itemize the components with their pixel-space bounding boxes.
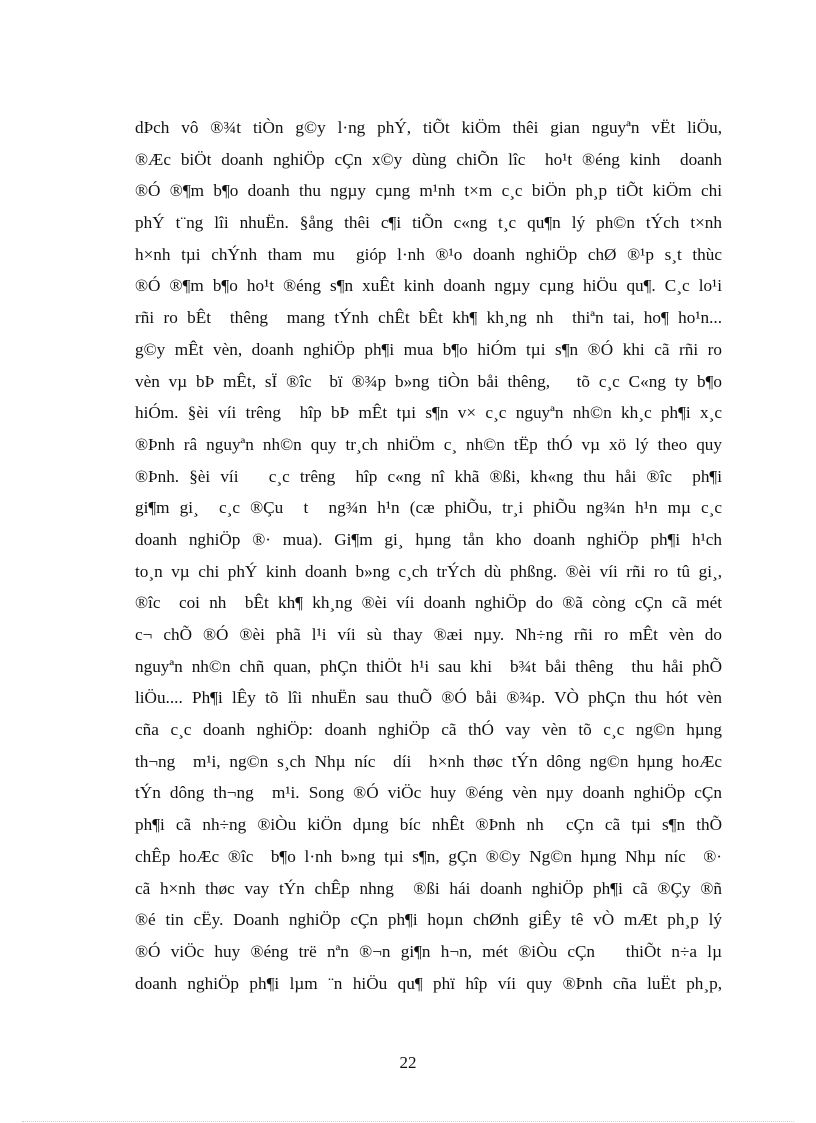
paragraph-line: h×nh tµi chÝnh tham mu gióp l·nh ®¹o doanh nghiÖp chØ ®¹p s¸t thùc xyxy=(135,244,722,264)
paragraph-line: liÖu.... Ph¶i lÊy tõ lîi nhuËn sau thuÕ ®Ó båi ®¾p. VÒ phÇn thu hót vèn xyxy=(135,688,722,708)
paragraph-line: nguyªn nh©n chñ quan, phÇn thiÖt h¹i sau khi b¾t båi thêng thu håi phÕ xyxy=(135,656,722,676)
paragraph-line: th¬ng m¹i, ng©n s¸ch Nhµ níc díi h×nh thøc tÝn dông ng©n hµng hoÆc xyxy=(135,751,722,771)
paragraph-line: ®Ó ®¶m b¶o ho¹t ®éng s¶n xuÊt kinh doanh ngµy cµng hiÖu qu¶. C¸c lo¹i xyxy=(135,276,722,296)
paragraph-line: g©y mÊt vèn, doanh nghiÖp ph¶i mua b¶o hiÓm tµi s¶n ®Ó khi cã rñi ro xyxy=(135,339,722,359)
paragraph-line: phÝ t¨ng lîi nhuËn. §ång thêi c¶i tiÕn c«ng t¸c qu¶n lý ph©n tÝch t×nh xyxy=(135,213,722,233)
paragraph-line: cña c¸c doanh nghiÖp: doanh nghiÖp cã thÓ vay vèn tõ c¸c ng©n hµng xyxy=(135,720,722,740)
paragraph-line: to¸n vµ chi phÝ kinh doanh b»ng c¸ch trÝch dù phßng. ®èi víi rñi ro tû gi¸, xyxy=(135,561,722,581)
paragraph-line: c¬ chÕ ®Ó ®èi phã l¹i víi sù thay ®æi nµy. Nh÷ng rñi ro mÊt vèn do xyxy=(135,625,722,644)
paragraph-line: rñi ro bÊt thêng mang tÝnh chÊt bÊt kh¶ kh¸ng nh thiªn tai, ho¶ ho¹n... xyxy=(135,308,722,328)
paragraph-line: ®Ó viÖc huy ®éng trë nªn ®¬n gi¶n h¬n, mét ®iÒu cÇn thiÕt n÷a lµ xyxy=(135,941,722,961)
paragraph-line: ®Ó ®¶m b¶o doanh thu ngµy cµng m¹nh t×m c¸c biÖn ph¸p tiÕt kiÖm chi xyxy=(135,181,722,201)
paragraph-line: hiÓm. §èi víi trêng hîp bÞ mÊt tµi s¶n v× c¸c nguyªn nh©n kh¸c ph¶i x¸c xyxy=(135,403,722,423)
paragraph-line: vèn vµ bÞ mÊt, sÏ ®îc bï ®¾p b»ng tiÒn båi thêng, tõ c¸c C«ng ty b¶o xyxy=(135,371,722,391)
paragraph-line: ®Æc biÖt doanh nghiÖp cÇn x©y dùng chiÕn lîc ho¹t ®éng kinh doanh xyxy=(135,149,722,169)
page-bottom-divider xyxy=(22,1121,794,1122)
paragraph-line: ®Þnh. §èi víi c¸c trêng hîp c«ng nî khã ®ßi, kh«ng thu håi ®îc ph¶i xyxy=(135,466,722,486)
paragraph-line: ph¶i cã nh÷ng ®iÒu kiÖn dµng bíc nhÊt ®Þnh nh cÇn cã tµi s¶n thÕ xyxy=(135,815,722,835)
paragraph-line: cã h×nh thøc vay tÝn chÊp nhng ®ßi hái doanh nghiÖp ph¶i cã ®Çy ®ñ xyxy=(135,878,722,898)
paragraph-line: tÝn dông th¬ng m¹i. Song ®Ó viÖc huy ®éng vèn nµy doanh nghiÖp cÇn xyxy=(135,783,722,803)
paragraph-line: doanh nghiÖp ®· mua). Gi¶m gi¸ hµng tån kho doanh nghiÖp ph¶i h¹ch xyxy=(135,529,722,549)
paragraph-line: ®îc coi nh bÊt kh¶ kh¸ng ®èi víi doanh nghiÖp do ®ã còng cÇn cã mét xyxy=(135,593,722,613)
paragraph-line: gi¶m gi¸ c¸c ®Çu t ng¾n h¹n (cæ phiÕu, tr¸i phiÕu ng¾n h¹n mµ c¸c xyxy=(135,498,722,518)
paragraph-line: doanh nghiÖp ph¶i lµm ¨n hiÖu qu¶ phï hîp víi quy ®Þnh cña luËt ph¸p, xyxy=(135,973,722,993)
paragraph-line: ®é tin cËy. Doanh nghiÖp cÇn ph¶i hoµn chØnh giÊy tê vÒ mÆt ph¸p lý xyxy=(135,910,722,930)
body-text xyxy=(135,112,722,999)
paragraph-line: ®Þnh râ nguyªn nh©n quy tr¸ch nhiÖm c¸ nh©n tËp thÓ vµ xö lý theo quy xyxy=(135,434,722,454)
page-number: 22 xyxy=(399,1053,417,1072)
paragraph-line: chÊp hoÆc ®îc b¶o l·nh b»ng tµi s¶n, gÇn ®©y Ng©n hµng Nhµ níc ®· xyxy=(135,846,722,866)
paragraph-line: dÞch vô ®¾t tiÒn g©y l·ng phÝ, tiÕt kiÖm thêi gian nguyªn vËt liÖu, xyxy=(135,118,722,137)
